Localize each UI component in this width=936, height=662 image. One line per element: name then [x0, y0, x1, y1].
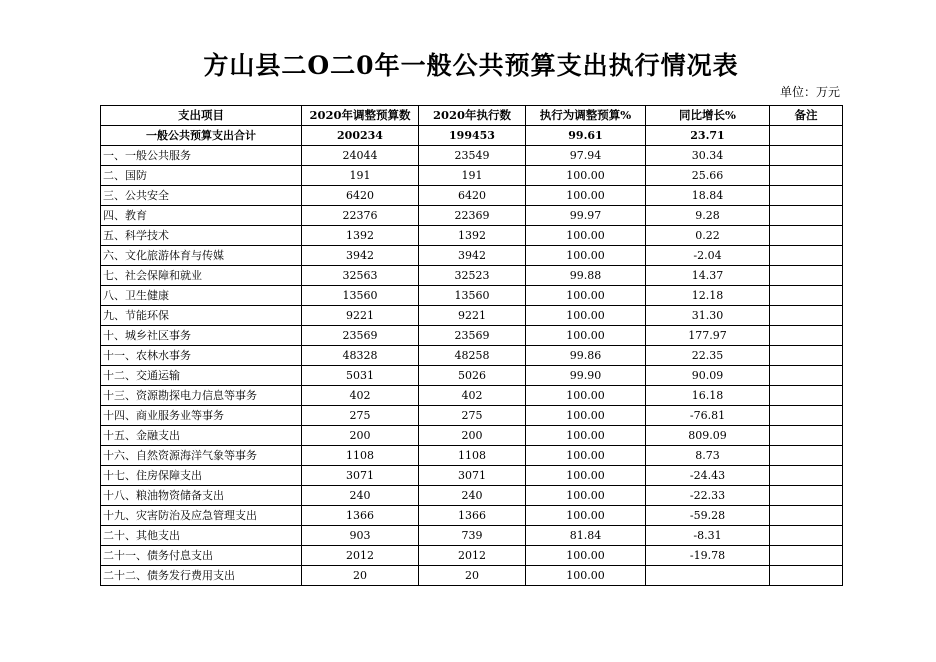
row-executed: 6420 — [419, 186, 526, 206]
row-executed: 9221 — [419, 306, 526, 326]
row-budget: 13560 — [302, 286, 419, 306]
row-note — [770, 546, 843, 566]
table-row — [101, 466, 843, 486]
row-executed: 23569 — [419, 326, 526, 346]
header-growth: 同比增长% — [646, 106, 770, 126]
row-name: 四、教育 — [101, 206, 302, 226]
total-note — [770, 126, 843, 146]
total-pct: 99.61 — [526, 126, 646, 146]
row-name: 二十二、债务发行费用支出 — [101, 566, 302, 586]
table-row — [101, 206, 843, 226]
row-name: 六、文化旅游体育与传媒 — [101, 246, 302, 266]
expenditure-table — [100, 105, 843, 586]
table-row — [101, 166, 843, 186]
row-growth: 14.37 — [646, 266, 770, 286]
table-row — [101, 486, 843, 506]
row-name: 二十、其他支出 — [101, 526, 302, 546]
row-pct: 100.00 — [526, 566, 646, 586]
row-pct: 100.00 — [526, 386, 646, 406]
table-row — [101, 566, 843, 586]
row-growth: -59.28 — [646, 506, 770, 526]
row-pct: 100.00 — [526, 406, 646, 426]
row-budget: 240 — [302, 486, 419, 506]
row-name: 十七、住房保障支出 — [101, 466, 302, 486]
row-growth: -8.31 — [646, 526, 770, 546]
table-header-row — [101, 106, 843, 126]
row-note — [770, 146, 843, 166]
row-pct: 97.94 — [526, 146, 646, 166]
row-note — [770, 526, 843, 546]
row-name: 七、社会保障和就业 — [101, 266, 302, 286]
total-executed: 199453 — [419, 126, 526, 146]
row-budget: 1366 — [302, 506, 419, 526]
row-note — [770, 206, 843, 226]
row-executed: 3071 — [419, 466, 526, 486]
row-growth: 8.73 — [646, 446, 770, 466]
row-budget: 275 — [302, 406, 419, 426]
row-growth: 0.22 — [646, 226, 770, 246]
row-name: 十、城乡社区事务 — [101, 326, 302, 346]
row-name: 九、节能环保 — [101, 306, 302, 326]
row-executed: 739 — [419, 526, 526, 546]
row-growth: 90.09 — [646, 366, 770, 386]
row-growth: 12.18 — [646, 286, 770, 306]
row-growth: 30.34 — [646, 146, 770, 166]
row-budget: 6420 — [302, 186, 419, 206]
table-row — [101, 266, 843, 286]
row-pct: 100.00 — [526, 466, 646, 486]
row-growth: 9.28 — [646, 206, 770, 226]
row-growth: 25.66 — [646, 166, 770, 186]
row-name: 十二、交通运输 — [101, 366, 302, 386]
row-note — [770, 466, 843, 486]
row-note — [770, 386, 843, 406]
row-executed: 22369 — [419, 206, 526, 226]
row-name: 二、国防 — [101, 166, 302, 186]
row-note — [770, 426, 843, 446]
row-name: 十一、农林水事务 — [101, 346, 302, 366]
row-note — [770, 326, 843, 346]
row-growth: -22.33 — [646, 486, 770, 506]
row-pct: 100.00 — [526, 326, 646, 346]
row-growth: 31.30 — [646, 306, 770, 326]
row-name: 十六、自然资源海洋气象等事务 — [101, 446, 302, 466]
row-pct: 100.00 — [526, 246, 646, 266]
row-budget: 402 — [302, 386, 419, 406]
table-row — [101, 146, 843, 166]
row-executed: 402 — [419, 386, 526, 406]
row-note — [770, 246, 843, 266]
row-growth: -19.78 — [646, 546, 770, 566]
row-name: 一、一般公共服务 — [101, 146, 302, 166]
row-budget: 191 — [302, 166, 419, 186]
row-name: 二十一、债务付息支出 — [101, 546, 302, 566]
row-executed: 20 — [419, 566, 526, 586]
row-name: 三、公共安全 — [101, 186, 302, 206]
row-growth: -24.43 — [646, 466, 770, 486]
row-budget: 20 — [302, 566, 419, 586]
row-name: 十九、灾害防治及应急管理支出 — [101, 506, 302, 526]
row-note — [770, 486, 843, 506]
table-row — [101, 286, 843, 306]
row-growth: 18.84 — [646, 186, 770, 206]
row-name: 十五、金融支出 — [101, 426, 302, 446]
row-pct: 100.00 — [526, 226, 646, 246]
row-pct: 99.88 — [526, 266, 646, 286]
table-row — [101, 426, 843, 446]
header-note: 备注 — [770, 106, 843, 126]
row-pct: 100.00 — [526, 306, 646, 326]
table-row — [101, 326, 843, 346]
table-row — [101, 226, 843, 246]
row-executed: 48258 — [419, 346, 526, 366]
row-pct: 99.90 — [526, 366, 646, 386]
header-item: 支出项目 — [101, 106, 302, 126]
row-note — [770, 166, 843, 186]
total-budget: 200234 — [302, 126, 419, 146]
unit-label: 单位：万元 — [779, 85, 840, 99]
row-budget: 903 — [302, 526, 419, 546]
row-executed: 23549 — [419, 146, 526, 166]
page-title: 方山县二O二0年一般公共预算支出执行情况表 — [203, 51, 739, 80]
header-executed: 2020年执行数 — [419, 106, 526, 126]
row-budget: 32563 — [302, 266, 419, 286]
row-executed: 2012 — [419, 546, 526, 566]
table-row — [101, 386, 843, 406]
row-growth: 177.97 — [646, 326, 770, 346]
row-pct: 99.97 — [526, 206, 646, 226]
row-executed: 13560 — [419, 286, 526, 306]
row-pct: 100.00 — [526, 506, 646, 526]
row-budget: 1392 — [302, 226, 419, 246]
row-pct: 100.00 — [526, 286, 646, 306]
row-budget: 48328 — [302, 346, 419, 366]
row-growth: -76.81 — [646, 406, 770, 426]
table-row — [101, 446, 843, 466]
row-pct: 99.86 — [526, 346, 646, 366]
row-executed: 5026 — [419, 366, 526, 386]
row-note — [770, 366, 843, 386]
row-name: 十四、商业服务业等事务 — [101, 406, 302, 426]
row-executed: 191 — [419, 166, 526, 186]
table-row — [101, 306, 843, 326]
row-executed: 240 — [419, 486, 526, 506]
row-executed: 32523 — [419, 266, 526, 286]
total-growth: 23.71 — [646, 126, 770, 146]
row-pct: 100.00 — [526, 546, 646, 566]
row-note — [770, 446, 843, 466]
row-note — [770, 346, 843, 366]
row-note — [770, 226, 843, 246]
table-row — [101, 526, 843, 546]
row-executed: 275 — [419, 406, 526, 426]
table-row — [101, 406, 843, 426]
row-name: 十三、资源勘探电力信息等事务 — [101, 386, 302, 406]
row-budget: 5031 — [302, 366, 419, 386]
row-note — [770, 306, 843, 326]
total-name: 一般公共预算支出合计 — [101, 126, 302, 146]
row-executed: 1392 — [419, 226, 526, 246]
row-pct: 100.00 — [526, 426, 646, 446]
row-executed: 1108 — [419, 446, 526, 466]
row-pct: 81.84 — [526, 526, 646, 546]
row-name: 八、卫生健康 — [101, 286, 302, 306]
row-budget: 200 — [302, 426, 419, 446]
row-pct: 100.00 — [526, 446, 646, 466]
row-budget: 22376 — [302, 206, 419, 226]
table-row — [101, 366, 843, 386]
table-row — [101, 346, 843, 366]
row-growth: 809.09 — [646, 426, 770, 446]
row-note — [770, 186, 843, 206]
row-note — [770, 286, 843, 306]
table-row — [101, 506, 843, 526]
row-growth: -2.04 — [646, 246, 770, 266]
header-pct: 执行为调整预算% — [526, 106, 646, 126]
row-budget: 9221 — [302, 306, 419, 326]
row-budget: 2012 — [302, 546, 419, 566]
row-budget: 3942 — [302, 246, 419, 266]
row-pct: 100.00 — [526, 186, 646, 206]
row-executed: 200 — [419, 426, 526, 446]
table-row — [101, 246, 843, 266]
row-budget: 23569 — [302, 326, 419, 346]
row-budget: 24044 — [302, 146, 419, 166]
row-budget: 3071 — [302, 466, 419, 486]
row-executed: 1366 — [419, 506, 526, 526]
row-pct: 100.00 — [526, 166, 646, 186]
row-pct: 100.00 — [526, 486, 646, 506]
row-note — [770, 506, 843, 526]
row-name: 十八、粮油物资储备支出 — [101, 486, 302, 506]
row-growth: 22.35 — [646, 346, 770, 366]
row-executed: 3942 — [419, 246, 526, 266]
row-name: 五、科学技术 — [101, 226, 302, 246]
row-budget: 1108 — [302, 446, 419, 466]
row-note — [770, 566, 843, 586]
row-growth: 16.18 — [646, 386, 770, 406]
table-row — [101, 546, 843, 566]
row-note — [770, 266, 843, 286]
row-note — [770, 406, 843, 426]
row-growth — [646, 566, 770, 586]
table-row — [101, 186, 843, 206]
header-budget: 2020年调整预算数 — [302, 106, 419, 126]
total-row — [101, 126, 843, 146]
